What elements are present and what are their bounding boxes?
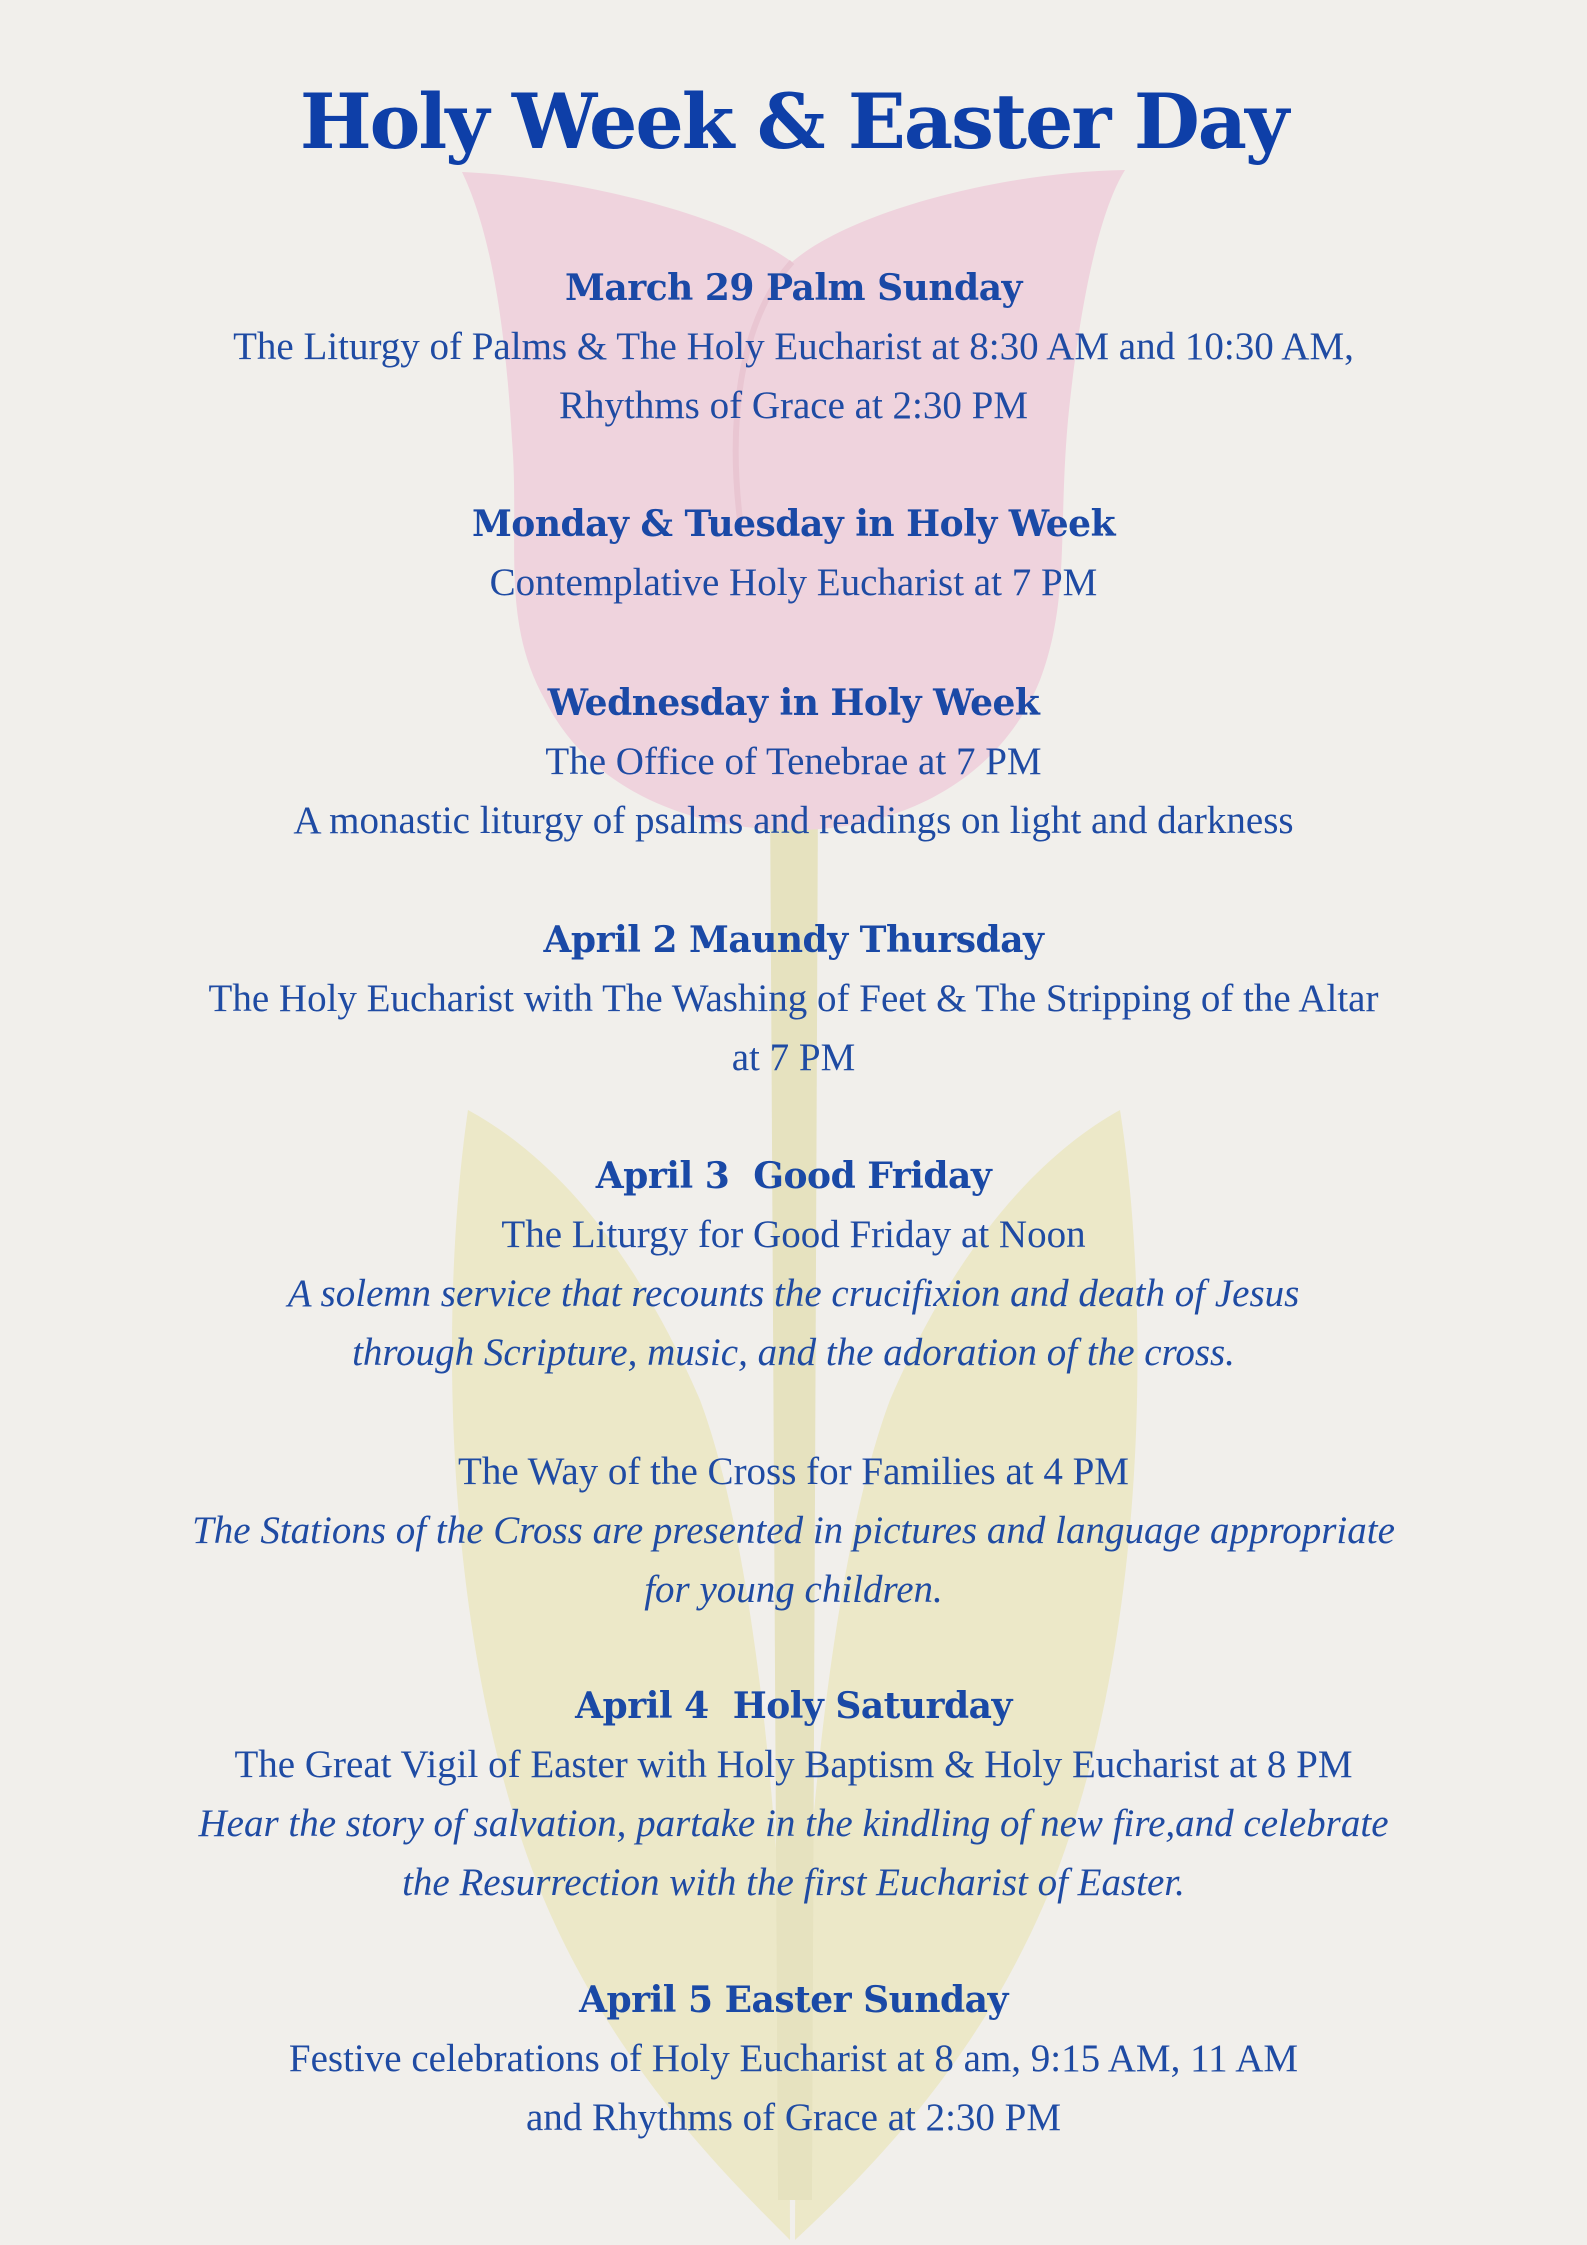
section-heading: Wednesday in Holy Week <box>547 682 1040 724</box>
schedule-section-way-of-the-cross <box>40 1442 1547 1619</box>
service-line: and Rhythms of Grace at 2:30 PM <box>525 2096 1062 2139</box>
section-heading: April 4 Holy Saturday <box>575 1685 1012 1727</box>
service-description: for young children. <box>644 1568 943 1611</box>
section-heading: March 29 Palm Sunday <box>565 267 1022 309</box>
service-line: Contemplative Holy Eucharist at 7 PM <box>489 561 1098 604</box>
section-heading: April 3 Good Friday <box>595 1155 992 1197</box>
service-description: the Resurrection with the first Eucharist of Easter. <box>402 1861 1185 1904</box>
service-description: The Stations of the Cross are presented in pictures and language appropriate <box>192 1509 1395 1552</box>
schedule-section-holy-saturday <box>40 1677 1547 1912</box>
schedule-section-good-friday <box>40 1147 1547 1382</box>
service-description: Hear the story of salvation, partake in the kindling of new fire,and celebrate <box>198 1802 1389 1845</box>
service-description: through Scripture, music, and the adoration of the cross. <box>352 1331 1235 1374</box>
schedule-section-maundy-thursday <box>40 911 1547 1087</box>
schedule-section-easter-sunday <box>40 1971 1547 2147</box>
service-line: A monastic liturgy of psalms and readings on light and darkness <box>293 799 1294 842</box>
service-line: at 7 PM <box>731 1036 856 1079</box>
section-heading: Monday & Tuesday in Holy Week <box>471 503 1116 545</box>
schedule-section-palm-sunday <box>40 259 1547 435</box>
service-line: Festive celebrations of Holy Eucharist at 8 am, 9:15 AM, 11 AM <box>288 2037 1299 2080</box>
service-line: The Liturgy for Good Friday at Noon <box>501 1213 1086 1256</box>
page-title: Holy Week & Easter Day <box>299 77 1288 166</box>
service-line: The Way of the Cross for Families at 4 PM <box>458 1450 1129 1493</box>
service-line: Rhythms of Grace at 2:30 PM <box>558 384 1029 427</box>
section-heading: April 5 Easter Sunday <box>579 1979 1008 2021</box>
schedule-section-wednesday <box>40 674 1547 850</box>
section-heading: April 2 Maundy Thursday <box>543 919 1044 961</box>
service-line: The Holy Eucharist with The Washing of Feet & The Stripping of the Altar <box>208 977 1379 1020</box>
service-line: The Office of Tenebrae at 7 PM <box>545 740 1042 783</box>
service-description: A solemn service that recounts the crucifixion and death of Jesus <box>287 1272 1300 1315</box>
service-line: The Great Vigil of Easter with Holy Baptism & Holy Eucharist at 8 PM <box>234 1743 1353 1786</box>
service-line: The Liturgy of Palms & The Holy Eucharist at 8:30 AM and 10:30 AM, <box>233 325 1354 368</box>
schedule-section-monday-tuesday <box>40 495 1547 612</box>
